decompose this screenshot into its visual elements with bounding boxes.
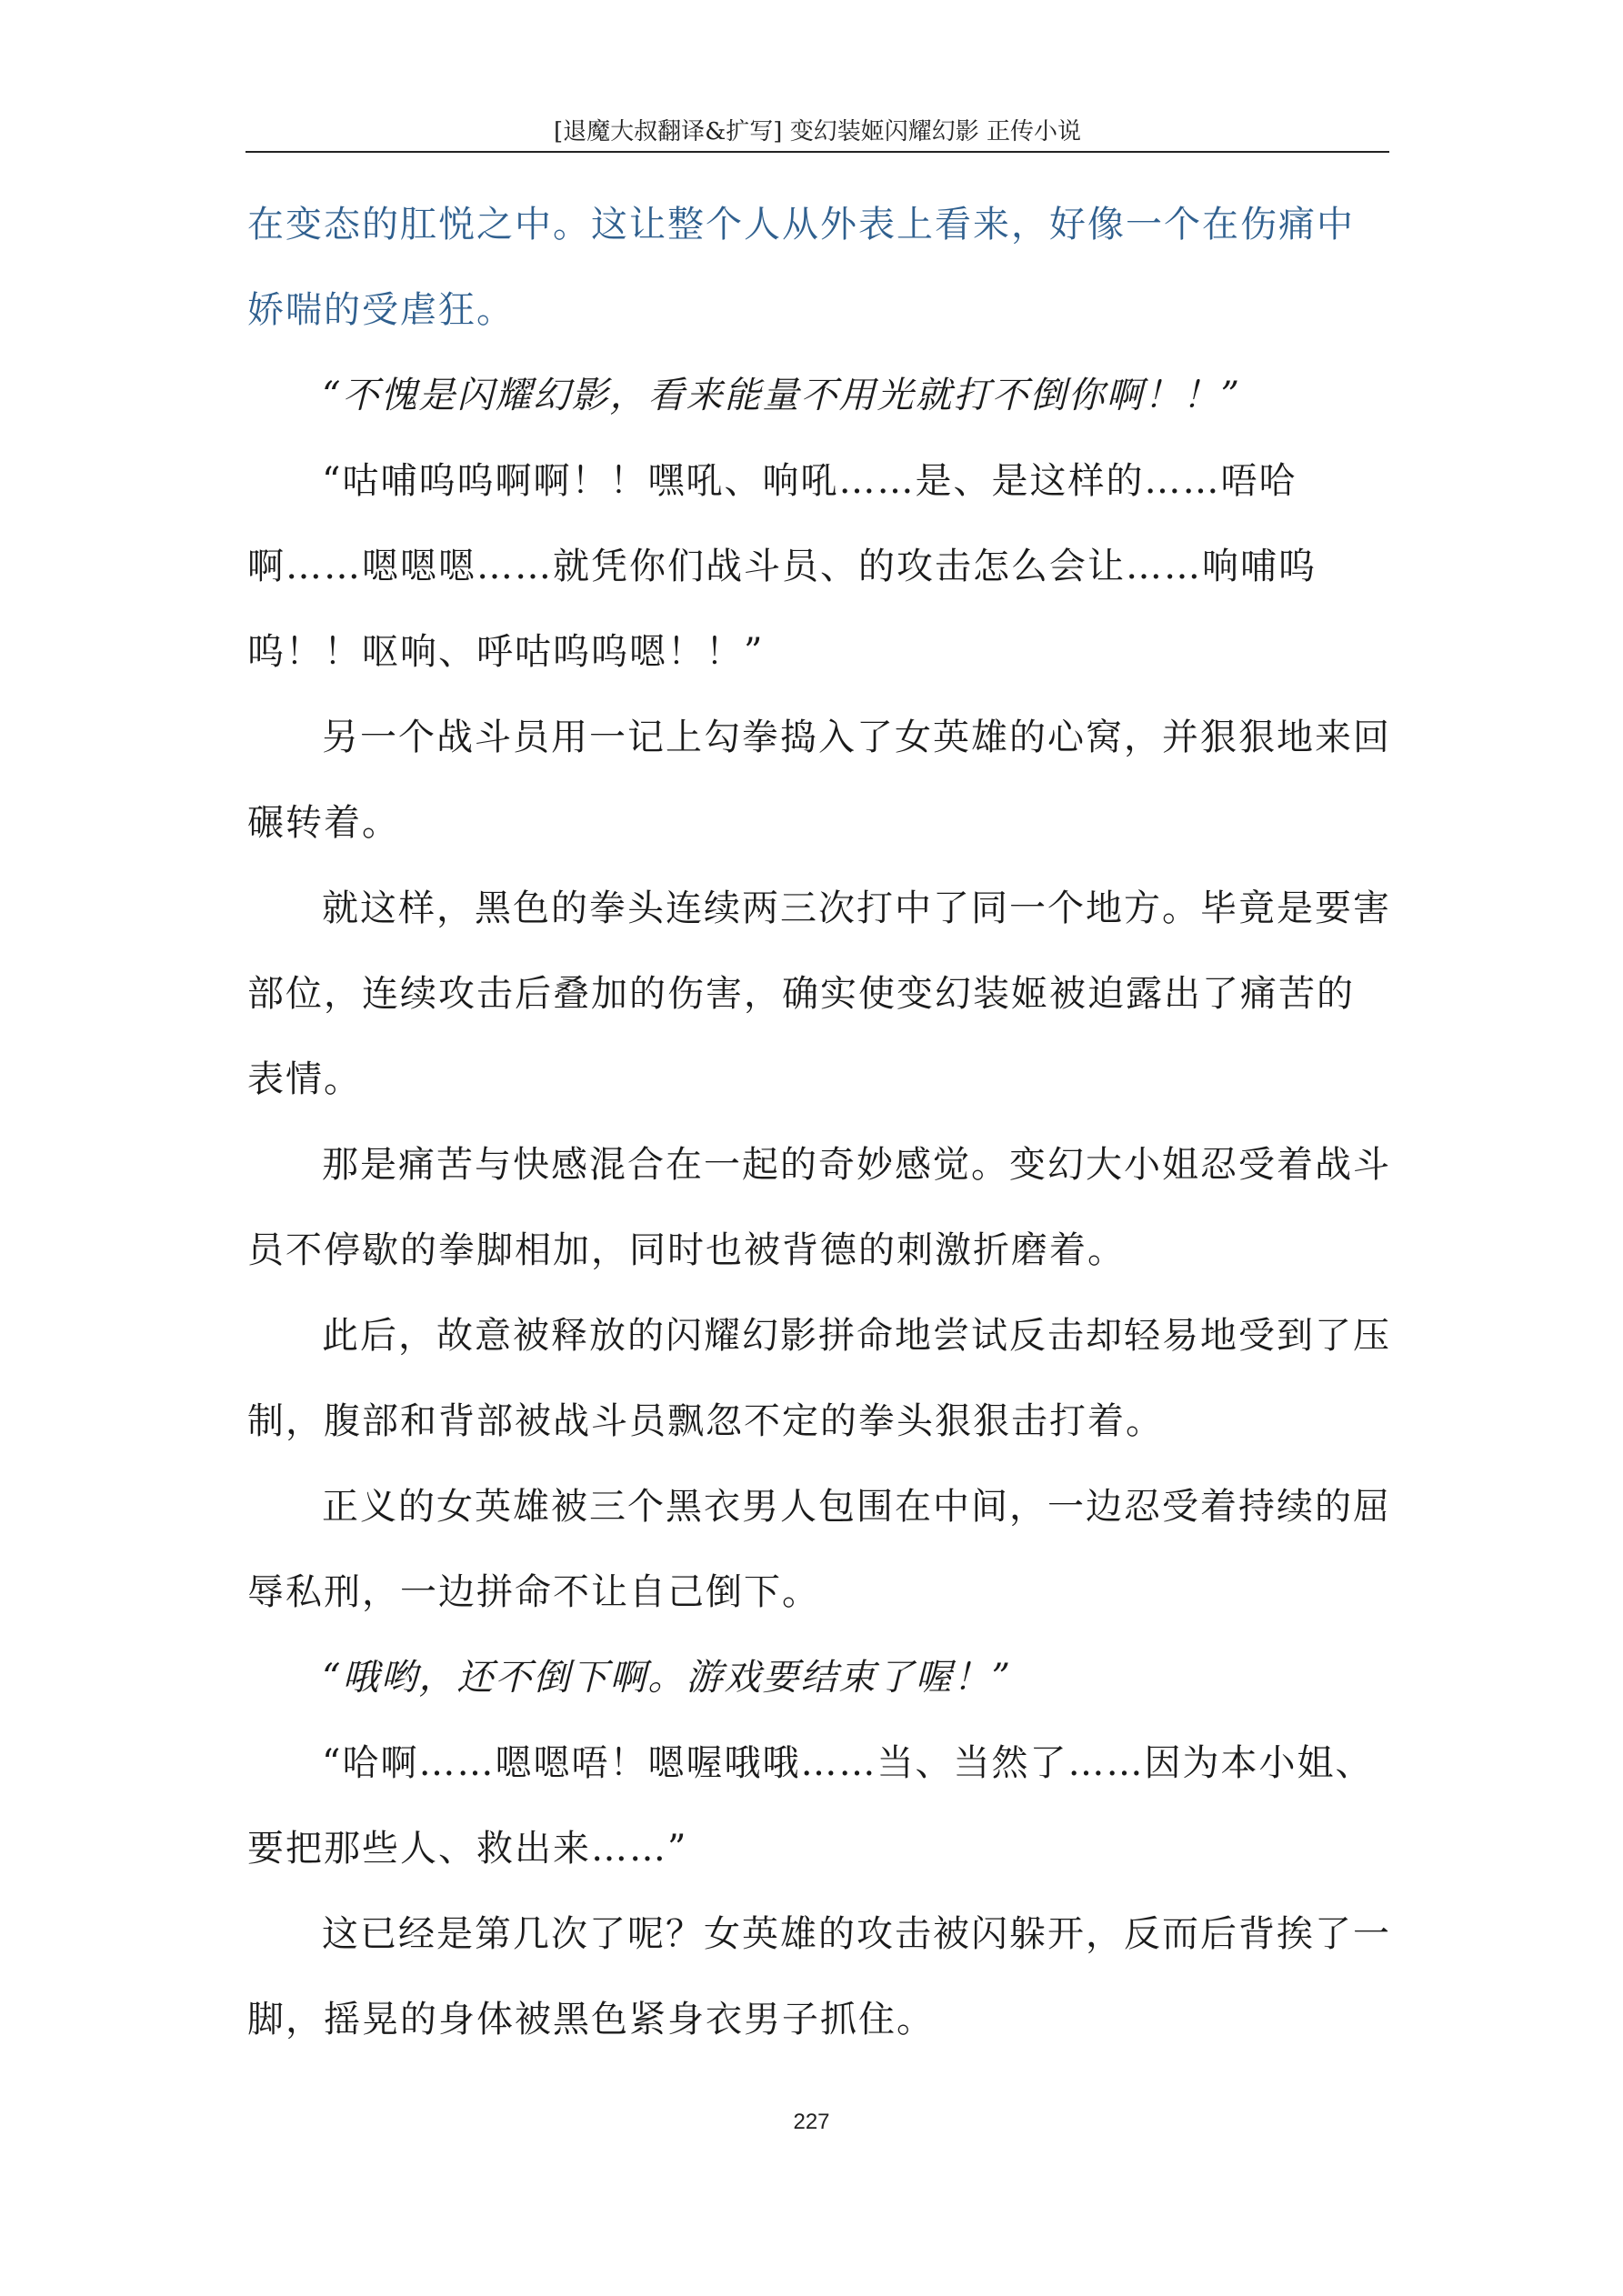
header-divider (245, 151, 1389, 153)
paragraph-dialog: “哈啊……嗯嗯唔！嗯喔哦哦……当、当然了……因为本小姐、要把那些人、救出来……” (247, 1742, 1374, 1870)
paragraph-dialog: “不愧是闪耀幻影，看来能量不用光就打不倒你啊！！” (322, 375, 1241, 416)
page-body (247, 182, 1391, 2062)
paragraph: 另一个战斗员用一记上勾拳捣入了女英雄的心窝，并狠狠地来回碾转着。 (247, 717, 1391, 844)
paragraph-dialog: “哦哟，还不倒下啊。游戏要结束了喔！” (322, 1657, 1012, 1699)
paragraph: 那是痛苦与快感混合在一起的奇妙感觉。变幻大小姐忍受着战斗员不停歇的拳脚相加，同时也被背德的刺激折磨着。 (247, 1144, 1391, 1271)
paragraph-dialog: “咕哺呜呜啊啊！！嘿吼、响吼……是、是这样的……唔哈啊……嗯嗯嗯……就凭你们战斗员、的攻击怎么会让……响哺呜呜！！呕响、呼咕呜呜嗯！！” (247, 460, 1317, 673)
paragraph-continued: 在变态的肛悦之中。这让整个人从外表上看来，好像一个在伤痛中娇喘的受虐狂。 (247, 204, 1355, 331)
paragraph: 这已经是第几次了呢？女英雄的攻击被闪躲开，反而后背挨了一脚，摇晃的身体被黑色紧身衣男子抓住。 (247, 1913, 1391, 2040)
page-number: 227 (793, 2110, 830, 2134)
paragraph: 正义的女英雄被三个黑衣男人包围在中间，一边忍受着持续的屈辱私刑，一边拼命不让自己倒下。 (247, 1486, 1391, 1613)
running-header: [退魔大叔翻译&扩写] 变幻装姬闪耀幻影 正传小说 (554, 118, 1081, 145)
paragraph: 此后，故意被释放的闪耀幻影拼命地尝试反击却轻易地受到了压制，腹部和背部被战斗员飘忽不定的拳头狠狠击打着。 (247, 1315, 1391, 1442)
paragraph: 就这样，黑色的拳头连续两三次打中了同一个地方。毕竟是要害部位，连续攻击后叠加的伤害，确实使变幻装姬被迫露出了痛苦的表情。 (247, 887, 1391, 1100)
